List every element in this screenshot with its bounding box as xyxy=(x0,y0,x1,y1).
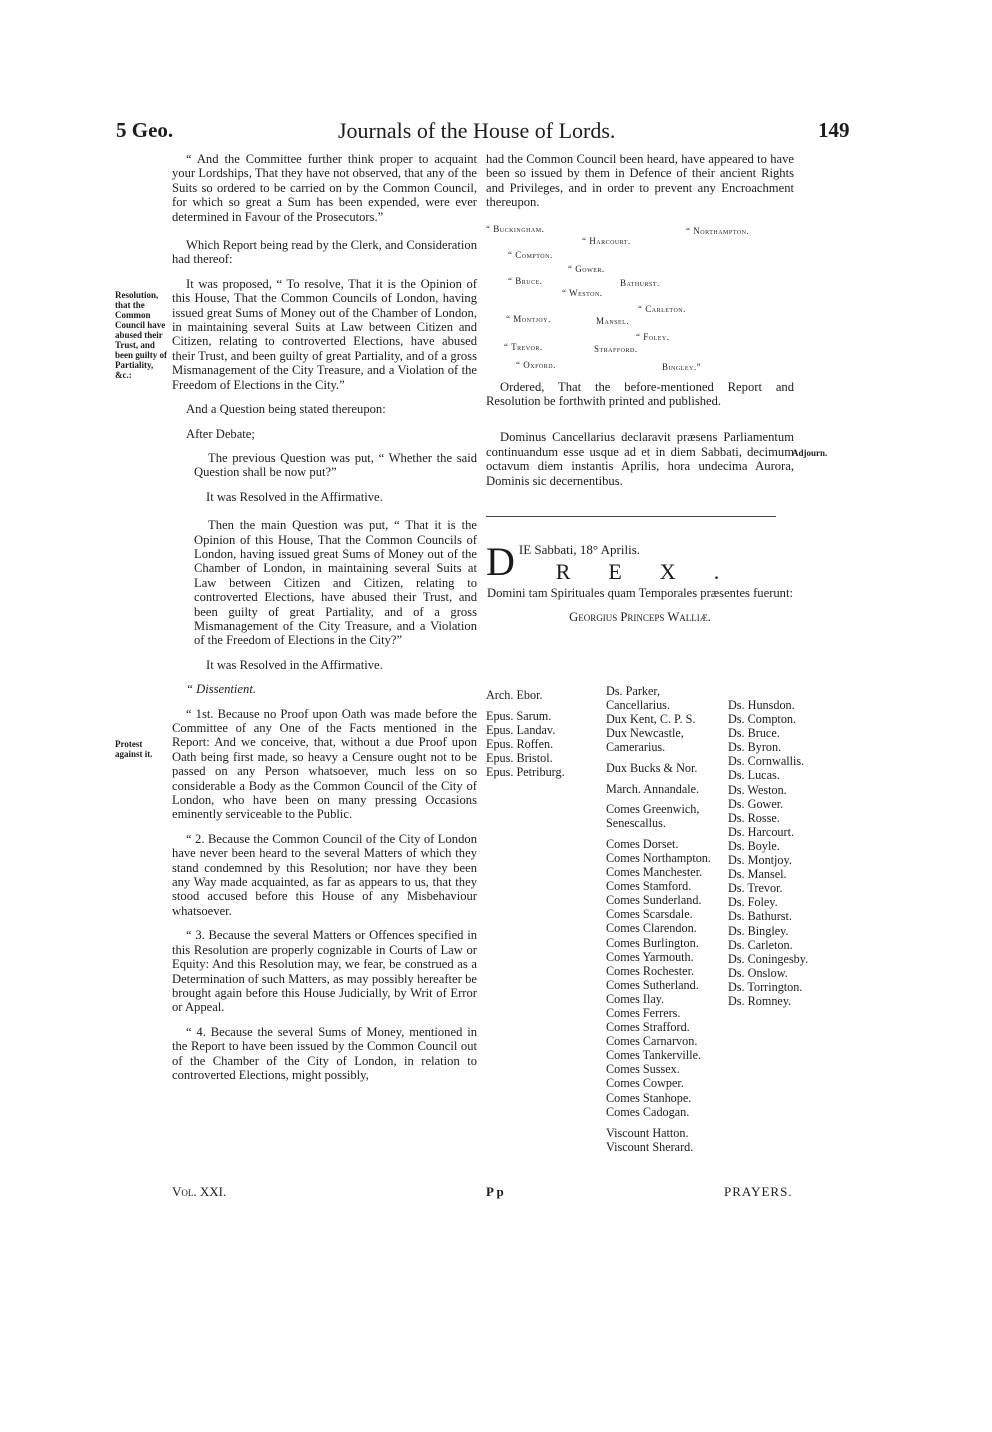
lord-entry: Comes Northampton. xyxy=(606,850,711,865)
lord-entry: Viscount Hatton. xyxy=(606,1125,689,1140)
volume-number: Vol. XXI. xyxy=(172,1184,227,1199)
lord-entry: Dux Bucks & Nor. xyxy=(606,761,698,776)
lord-entry: Comes Carnarvon. xyxy=(606,1034,698,1049)
lord-entry: Ds. Lucas. xyxy=(728,768,780,783)
day-heading xyxy=(486,543,794,586)
previous-question: The previous Question was put, “ Whether the said Question shall be now put?” xyxy=(194,450,477,480)
lord-entry: Comes Greenwich, Senescallus. xyxy=(606,801,700,830)
lord-entry: Ds. Carleton. xyxy=(728,937,793,952)
continued-paragraph: had the Common Council been heard, have appeared to have been so issued by them in Defence of their ancient Rights and Privileges, and in order to prevent any Encroachment thereupon. xyxy=(486,152,794,210)
lord-entry: Comes Burlington. xyxy=(606,935,699,950)
lord-entry: Ds. Harcourt. xyxy=(728,824,794,839)
day-date: IE Sabbati, 18° Aprilis. xyxy=(518,543,640,558)
lord-entry: Ds. Bingley. xyxy=(728,923,789,938)
lord-entry: Comes Stanhope. xyxy=(606,1090,692,1105)
regnal-year: 5 Geo. xyxy=(116,118,174,142)
signature: “ Gower. xyxy=(568,263,605,274)
after-debate: After Debate; xyxy=(186,426,255,441)
right-column xyxy=(486,152,794,635)
lord-entry: Ds. Onslow. xyxy=(728,965,788,980)
lord-entry: Ds. Trevor. xyxy=(728,881,783,896)
prince-line: Georgius Princeps Walliæ. xyxy=(569,610,711,625)
margin-note-resolution: Resolution, that the Common Council have abused their Trust, and been guilty of Partiality, &c.: xyxy=(115,290,168,380)
lord-entry: Comes Cadogan. xyxy=(606,1104,690,1119)
main-question: Then the main Question was put, “ That it is the Opinion of this House, That the Common Councils of London, having issued great Sums of Money out of the Chamber of London, in maintaining several Suits at Law between Citizen and Citizen, relating to controverted Elections, have abused their Trust, and been guilty of great Partiality, and of a gross Mismanagement of the City Treasure, and a Violation of the Freedom of Elections in the City?” xyxy=(194,518,477,648)
lord-entry: Ds. Torrington. xyxy=(728,979,803,994)
ordered-paragraph: Ordered, That the before-mentioned Report and Resolution be forthwith printed and published. xyxy=(486,379,794,409)
section-divider xyxy=(486,516,776,517)
lord-entry: Comes Dorset. xyxy=(606,836,679,851)
lord-entry: Comes Clarendon. xyxy=(606,921,697,936)
lord-entry: Ds. Bruce. xyxy=(728,726,780,741)
margin-note-adjourn: Adjourn. xyxy=(792,448,828,458)
dissent-reason-1: “ 1st. Because no Proof upon Oath was made before the Committee of any One of the Facts mentioned in the Report: And we conceive, that, without a due Proof upon Oath being first made, so heavy a Censure ought not to be passed on any Person whatsoever, much less on so considerable a Body as the Common Council of the City of London, who have been on many pressing Occasions eminently serviceable to the Public. xyxy=(172,706,477,822)
lord-entry: Comes Manchester. xyxy=(606,865,703,880)
lord-entry: Ds. Weston. xyxy=(728,782,787,797)
present-heading: Domini tam Spirituales quam Temporales præsentes fuerunt: xyxy=(487,585,793,600)
lord-entry: Ds. Boyle. xyxy=(728,838,780,853)
lord-entry: Dux Kent, C. P. S. xyxy=(606,712,696,727)
lord-entry: Comes Tankerville. xyxy=(606,1048,702,1063)
lord-entry: Comes Rochester. xyxy=(606,963,695,978)
lord-entry: Dux Newcastle, Camerarius. xyxy=(606,726,684,755)
lord-entry: Epus. Landav. xyxy=(486,723,556,738)
signature: Strafford. xyxy=(594,343,638,354)
lord-entry: Ds. Mansel. xyxy=(728,867,787,882)
lord-entry: Ds. Bathurst. xyxy=(728,909,792,924)
lord-entry: Comes Yarmouth. xyxy=(606,949,694,964)
margin-note-protest: Protest against it. xyxy=(115,739,153,759)
signature: “ Compton. xyxy=(508,249,553,260)
lord-entry: Ds. Foley. xyxy=(728,895,778,910)
lord-entry: Ds. Gower. xyxy=(728,796,784,811)
lord-entry: Epus. Roffen. xyxy=(486,737,554,752)
lord-entry: March. Annandale. xyxy=(606,781,700,796)
list-col-barons xyxy=(728,698,808,1008)
signature: “ Bruce. xyxy=(508,275,543,286)
signature: “ Trevor. xyxy=(504,341,543,352)
drop-cap: D xyxy=(486,543,515,585)
dissentient-heading: “ Dissentient. xyxy=(186,682,256,697)
signature: “ Oxford. xyxy=(516,359,556,370)
lord-entry: Comes Sussex. xyxy=(606,1062,680,1077)
lord-entry: Ds. Hunsdon. xyxy=(728,698,795,712)
signature: Bathurst. xyxy=(620,277,660,288)
signature: “ Foley. xyxy=(636,331,670,342)
signature: Bingley.” xyxy=(662,361,702,372)
question-stated: And a Question being stated thereupon: xyxy=(186,402,386,417)
signature: “ Carleton. xyxy=(638,303,686,314)
signature: Mansel. xyxy=(596,315,630,326)
adjournment-paragraph: Dominus Cancellarius declaravit præsens Parliamentum continuandum esse usque ad et in diem Sabbati, decimum octavum diem instantis Aprilis, hora undecima Aurora, Dominis sic decernentibus. xyxy=(486,430,794,488)
lord-entry: Comes Ilay. xyxy=(606,991,665,1006)
proposal-paragraph: It was proposed, “ To resolve, That it is the Opinion of this House, That the Common Councils of London, having issued great Sums of Money out of the Chamber of London, in maintaining several Suits at Law between Citizen and Citizen, relating to controverted Elections, have abused their Trust, and been guilty of great Partiality, and of a gross Mismanagement of the City Treasure, and a Violation of the Freedom of Elections in the City.” xyxy=(172,276,477,392)
lord-entry: Ds. Rosse. xyxy=(728,810,780,825)
catchword: PRAYERS. xyxy=(724,1184,793,1199)
lord-entry: Comes Stamford. xyxy=(606,879,692,894)
rex-heading: REX. xyxy=(555,559,758,585)
page-number: 149 xyxy=(818,118,850,142)
lord-entry: Ds. Romney. xyxy=(728,993,792,1008)
lord-entry: Ds. Montjoy. xyxy=(728,853,792,868)
report-read-paragraph: Which Report being read by the Clerk, and Consideration had thereof: xyxy=(172,238,477,267)
lord-entry: Ds. Compton. xyxy=(728,712,797,727)
lord-entry: Epus. Bristol. xyxy=(486,751,553,766)
dissent-reason-4: “ 4. Because the several Sums of Money, mentioned in the Report to have been issued by the Common Council out of the Chamber of the City of London, in relation to controverted Elections, might possibly, xyxy=(172,1024,477,1082)
signatures-block xyxy=(486,220,794,372)
running-title: Journals of the House of Lords. xyxy=(338,118,616,143)
signature: “ Harcourt. xyxy=(582,235,631,246)
signature: “ Weston. xyxy=(562,287,603,298)
lord-entry: Ds. Parker, Cancellarius. xyxy=(606,684,670,713)
signature: “ Montjoy. xyxy=(506,313,551,324)
lord-entry: Comes Ferrers. xyxy=(606,1005,681,1020)
lord-entry: Comes Sunderland. xyxy=(606,893,702,908)
signature: “ Northampton. xyxy=(686,225,750,236)
lord-entry: Ds. Cornwallis. xyxy=(728,754,805,769)
left-column xyxy=(172,152,477,1092)
lord-entry: Comes Scarsdale. xyxy=(606,907,693,922)
lord-entry: Epus. Sarum. xyxy=(486,709,552,724)
signature: “ Buckingham. xyxy=(486,223,545,234)
lord-entry: Arch. Ebor. xyxy=(486,688,543,702)
lord-entry: Ds. Byron. xyxy=(728,740,782,755)
lord-entry: Comes Cowper. xyxy=(606,1076,684,1091)
signature-mark: P p xyxy=(486,1184,504,1199)
dissent-reason-3: “ 3. Because the several Matters or Offences specified in this Resolution are properly cognizable in Courts of Law or Equity: And this Resolution may, we fear, be construed as a Determination of such Matters, as may possibly hereafter be brought again before this House Judicially, by Writ of Error or Appeal. xyxy=(172,928,477,1015)
resolved-affirmative-1: It was Resolved in the Affirmative. xyxy=(206,489,383,504)
resolved-affirmative-2: It was Resolved in the Affirmative. xyxy=(206,657,383,672)
lord-entry: Comes Strafford. xyxy=(606,1020,690,1035)
lord-entry: Viscount Sherard. xyxy=(606,1139,694,1154)
list-col-spiritual xyxy=(486,688,565,780)
lord-entry: Ds. Coningesby. xyxy=(728,951,809,966)
dissent-reason-2: “ 2. Because the Common Council of the City of London have never been heard to the several Matters of which they stand condemned by this Resolution; nor have they been any Way made acquainted, as far as appears to us, that they stood accused before this House of any Misbehaviour whatsoever. xyxy=(172,831,477,918)
lord-entry: Epus. Petriburg. xyxy=(486,765,565,780)
list-col-temporal xyxy=(606,684,724,1154)
lord-entry: Comes Sutherland. xyxy=(606,977,699,992)
committee-paragraph: “ And the Committee further think proper to acquaint your Lordships, That they have not observed, that any of the Suits so ordered to be carried on by the Common Council, for which so great a Sum has been expended, were ever determined in Favour of the Prosecutors.” xyxy=(172,152,477,224)
